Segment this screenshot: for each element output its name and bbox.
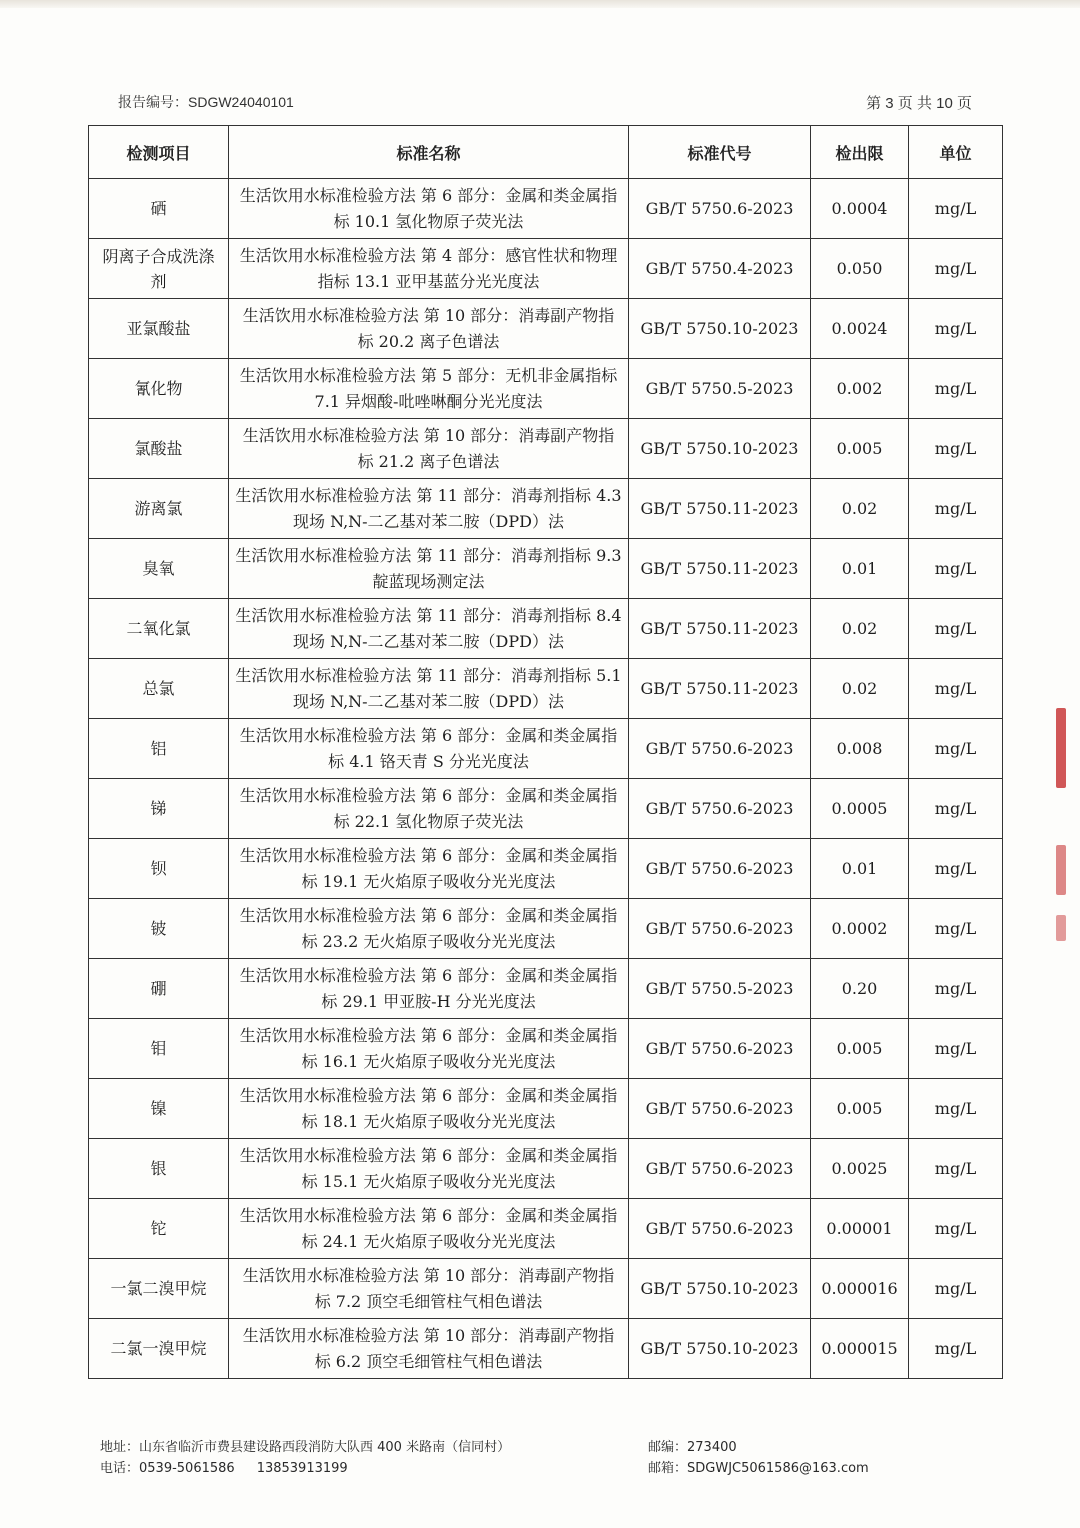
cell-standard: 生活饮用水标准检验方法 第 10 部分：消毒副产物指标 20.2 离子色谱法 (229, 299, 629, 359)
cell-item: 游离氯 (89, 479, 229, 539)
cell-item: 硒 (89, 179, 229, 239)
scan-top-edge (0, 0, 1080, 8)
cell-standard: 生活饮用水标准检验方法 第 10 部分：消毒副产物指标 21.2 离子色谱法 (229, 419, 629, 479)
red-seal-edge (1056, 845, 1066, 895)
cell-limit: 0.01 (811, 539, 909, 599)
col-header-standard: 标准名称 (229, 126, 629, 179)
page-footer (100, 1437, 1000, 1487)
table-row (89, 1199, 1003, 1259)
cell-code: GB/T 5750.6-2023 (629, 1019, 811, 1079)
cell-item: 二氯一溴甲烷 (89, 1319, 229, 1379)
table-row (89, 299, 1003, 359)
cell-unit: mg/L (909, 1139, 1003, 1199)
cell-limit: 0.02 (811, 599, 909, 659)
cell-unit: mg/L (909, 1259, 1003, 1319)
cell-standard: 生活饮用水标准检验方法 第 6 部分：金属和类金属指标 10.1 氢化物原子荧光法 (229, 179, 629, 239)
cell-item: 臭氧 (89, 539, 229, 599)
table-row (89, 839, 1003, 899)
table-row (89, 779, 1003, 839)
cell-unit: mg/L (909, 1199, 1003, 1259)
table-row (89, 959, 1003, 1019)
cell-limit: 0.0002 (811, 899, 909, 959)
cell-standard: 生活饮用水标准检验方法 第 6 部分：金属和类金属指标 29.1 甲亚胺-H 分光光度法 (229, 959, 629, 1019)
cell-limit: 0.02 (811, 479, 909, 539)
cell-unit: mg/L (909, 719, 1003, 779)
cell-item: 阴离子合成洗涤剂 (89, 239, 229, 299)
cell-limit: 0.01 (811, 839, 909, 899)
cell-code: GB/T 5750.11-2023 (629, 539, 811, 599)
cell-code: GB/T 5750.5-2023 (629, 959, 811, 1019)
cell-limit: 0.0005 (811, 779, 909, 839)
cell-standard: 生活饮用水标准检验方法 第 6 部分：金属和类金属指标 16.1 无火焰原子吸收分光光度法 (229, 1019, 629, 1079)
table-row (89, 659, 1003, 719)
table-row (89, 719, 1003, 779)
table-row (89, 419, 1003, 479)
table-header (89, 126, 1003, 179)
table-row (89, 179, 1003, 239)
table-row (89, 1079, 1003, 1139)
red-seal-edge (1056, 708, 1066, 788)
cell-standard: 生活饮用水标准检验方法 第 11 部分：消毒剂指标 4.3 现场 N,N-二乙基对苯二胺（DPD）法 (229, 479, 629, 539)
cell-unit: mg/L (909, 359, 1003, 419)
cell-code: GB/T 5750.10-2023 (629, 419, 811, 479)
cell-item: 铊 (89, 1199, 229, 1259)
cell-limit: 0.0004 (811, 179, 909, 239)
cell-code: GB/T 5750.10-2023 (629, 1259, 811, 1319)
cell-item: 二氧化氯 (89, 599, 229, 659)
cell-code: GB/T 5750.6-2023 (629, 899, 811, 959)
cell-code: GB/T 5750.11-2023 (629, 479, 811, 539)
table-row (89, 479, 1003, 539)
footer-postcode: 邮编：273400 (648, 1440, 737, 1455)
cell-code: GB/T 5750.6-2023 (629, 719, 811, 779)
cell-limit: 0.005 (811, 1079, 909, 1139)
cell-unit: mg/L (909, 599, 1003, 659)
cell-limit: 0.000015 (811, 1319, 909, 1379)
cell-unit: mg/L (909, 1319, 1003, 1379)
cell-code: GB/T 5750.11-2023 (629, 599, 811, 659)
cell-item: 氰化物 (89, 359, 229, 419)
cell-code: GB/T 5750.10-2023 (629, 1319, 811, 1379)
cell-standard: 生活饮用水标准检验方法 第 6 部分：金属和类金属指标 18.1 无火焰原子吸收分光光度法 (229, 1079, 629, 1139)
col-header-item: 检测项目 (89, 126, 229, 179)
cell-item: 铝 (89, 719, 229, 779)
cell-standard: 生活饮用水标准检验方法 第 11 部分：消毒剂指标 9.3 靛蓝现场测定法 (229, 539, 629, 599)
table-row (89, 599, 1003, 659)
cell-item: 镍 (89, 1079, 229, 1139)
cell-limit: 0.0025 (811, 1139, 909, 1199)
cell-code: GB/T 5750.11-2023 (629, 659, 811, 719)
cell-unit: mg/L (909, 1019, 1003, 1079)
cell-code: GB/T 5750.6-2023 (629, 779, 811, 839)
cell-limit: 0.02 (811, 659, 909, 719)
cell-unit: mg/L (909, 419, 1003, 479)
cell-standard: 生活饮用水标准检验方法 第 6 部分：金属和类金属指标 15.1 无火焰原子吸收分光光度法 (229, 1139, 629, 1199)
table-row (89, 1319, 1003, 1379)
cell-item: 钼 (89, 1019, 229, 1079)
cell-limit: 0.005 (811, 1019, 909, 1079)
cell-standard: 生活饮用水标准检验方法 第 4 部分：感官性状和物理指标 13.1 亚甲基蓝分光光度法 (229, 239, 629, 299)
cell-item: 铍 (89, 899, 229, 959)
cell-code: GB/T 5750.6-2023 (629, 1139, 811, 1199)
cell-standard: 生活饮用水标准检验方法 第 6 部分：金属和类金属指标 22.1 氢化物原子荧光法 (229, 779, 629, 839)
table-row (89, 239, 1003, 299)
cell-unit: mg/L (909, 179, 1003, 239)
cell-limit: 0.008 (811, 719, 909, 779)
cell-unit: mg/L (909, 959, 1003, 1019)
cell-code: GB/T 5750.5-2023 (629, 359, 811, 419)
cell-limit: 0.20 (811, 959, 909, 1019)
cell-limit: 0.0024 (811, 299, 909, 359)
cell-limit: 0.005 (811, 419, 909, 479)
table-row (89, 1019, 1003, 1079)
cell-item: 硼 (89, 959, 229, 1019)
test-methods-table (88, 125, 1003, 1379)
cell-unit: mg/L (909, 539, 1003, 599)
cell-unit: mg/L (909, 239, 1003, 299)
cell-standard: 生活饮用水标准检验方法 第 6 部分：金属和类金属指标 24.1 无火焰原子吸收分光光度法 (229, 1199, 629, 1259)
cell-standard: 生活饮用水标准检验方法 第 11 部分：消毒剂指标 5.1 现场 N,N-二乙基对苯二胺（DPD）法 (229, 659, 629, 719)
table-row (89, 1139, 1003, 1199)
cell-code: GB/T 5750.6-2023 (629, 1079, 811, 1139)
cell-item: 总氯 (89, 659, 229, 719)
cell-unit: mg/L (909, 1079, 1003, 1139)
table-row (89, 359, 1003, 419)
cell-item: 钡 (89, 839, 229, 899)
cell-unit: mg/L (909, 899, 1003, 959)
col-header-unit: 单位 (909, 126, 1003, 179)
cell-code: GB/T 5750.6-2023 (629, 839, 811, 899)
cell-code: GB/T 5750.4-2023 (629, 239, 811, 299)
header-row (89, 126, 1003, 179)
report-number: 报告编号：SDGW24040101 (118, 94, 294, 110)
cell-standard: 生活饮用水标准检验方法 第 6 部分：金属和类金属指标 23.2 无火焰原子吸收分光光度法 (229, 899, 629, 959)
cell-code: GB/T 5750.10-2023 (629, 299, 811, 359)
col-header-limit: 检出限 (811, 126, 909, 179)
table-row (89, 899, 1003, 959)
cell-standard: 生活饮用水标准检验方法 第 10 部分：消毒副产物指标 7.2 顶空毛细管柱气相色谱法 (229, 1259, 629, 1319)
cell-standard: 生活饮用水标准检验方法 第 11 部分：消毒剂指标 8.4 现场 N,N-二乙基对苯二胺（DPD）法 (229, 599, 629, 659)
cell-item: 银 (89, 1139, 229, 1199)
cell-item: 氯酸盐 (89, 419, 229, 479)
table-body (89, 179, 1003, 1379)
table-row (89, 1259, 1003, 1319)
cell-unit: mg/L (909, 479, 1003, 539)
cell-standard: 生活饮用水标准检验方法 第 6 部分：金属和类金属指标 19.1 无火焰原子吸收分光光度法 (229, 839, 629, 899)
cell-limit: 0.000016 (811, 1259, 909, 1319)
cell-code: GB/T 5750.6-2023 (629, 1199, 811, 1259)
table-row (89, 539, 1003, 599)
page-indicator: 第 3 页 共 10 页 (866, 95, 972, 112)
footer-email: 邮箱：SDGWJC5061586@163.com (648, 1461, 869, 1476)
cell-limit: 0.050 (811, 239, 909, 299)
red-seal-edge (1056, 915, 1066, 941)
cell-item: 亚氯酸盐 (89, 299, 229, 359)
cell-unit: mg/L (909, 299, 1003, 359)
footer-phone: 电话：0539-5061586 (100, 1461, 235, 1476)
cell-unit: mg/L (909, 659, 1003, 719)
cell-limit: 0.002 (811, 359, 909, 419)
cell-standard: 生活饮用水标准检验方法 第 6 部分：金属和类金属指标 4.1 铬天青 S 分光光度法 (229, 719, 629, 779)
cell-standard: 生活饮用水标准检验方法 第 5 部分：无机非金属指标 7.1 异烟酸-吡唑啉酮分光光度法 (229, 359, 629, 419)
page-header (118, 88, 972, 114)
cell-unit: mg/L (909, 779, 1003, 839)
footer-mobile: 13853913199 (256, 1461, 348, 1476)
cell-unit: mg/L (909, 839, 1003, 899)
cell-item: 一氯二溴甲烷 (89, 1259, 229, 1319)
cell-standard: 生活饮用水标准检验方法 第 10 部分：消毒副产物指标 6.2 顶空毛细管柱气相色谱法 (229, 1319, 629, 1379)
cell-item: 锑 (89, 779, 229, 839)
footer-address: 地址：山东省临沂市费县建设路西段消防大队西 400 米路南（信同村） (100, 1440, 511, 1455)
cell-code: GB/T 5750.6-2023 (629, 179, 811, 239)
cell-limit: 0.00001 (811, 1199, 909, 1259)
col-header-code: 标准代号 (629, 126, 811, 179)
